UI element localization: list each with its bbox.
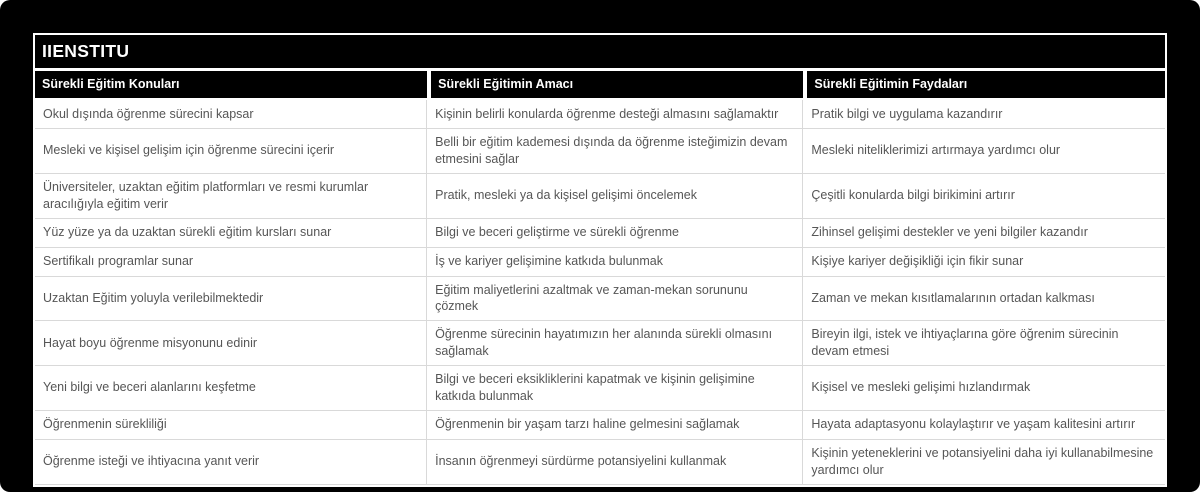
table-cell: Kişinin yeteneklerini ve potansiyelini daha iyi kullanabilmesine yardımcı olur — [811, 445, 1154, 477]
table-row — [35, 277, 1165, 322]
table-cell: Öğrenmenin bir yaşam tarzı haline gelmesini sağlamak — [427, 411, 803, 439]
column-header-purpose: Sürekli Eğitimin Amacı — [427, 71, 803, 98]
table-cell: Öğrenmenin sürekliliği — [35, 411, 427, 439]
table-cell: Kişinin belirli konularda öğrenme desteği almasını sağlamaktır — [427, 100, 803, 128]
table-row — [35, 129, 1165, 174]
table-cell: Hayat boyu öğrenme misyonunu edinir — [35, 321, 427, 365]
table-cell: Uzaktan Eğitim yoluyla verilebilmektedir — [35, 277, 427, 321]
table-cell: Kişisel ve mesleki gelişimi hızlandırmak — [811, 380, 1031, 395]
table-row — [35, 321, 1165, 366]
table-cell: Okul dışında öğrenme sürecini kapsar — [35, 100, 427, 128]
column-header-topics: Sürekli Eğitim Konuları — [35, 71, 427, 98]
table-cell: Hayata adaptasyonu kolaylaştırır ve yaşam kalitesini artırır — [811, 417, 1136, 432]
table-cell: Bireyin ilgi, istek ve ihtiyaçlarına göre öğrenim sürecinin devam etmesi — [811, 327, 1119, 359]
table-cell: Öğrenme sürecinin hayatımızın her alanında sürekli olmasını sağlamak — [427, 321, 803, 365]
table-header-row — [35, 71, 1165, 98]
table-cell: Belli bir eğitim kademesi dışında da öğrenme isteğimizin devam etmesini sağlar — [427, 129, 803, 173]
table-cell: Mesleki ve kişisel gelişim için öğrenme sürecini içerir — [35, 129, 427, 173]
table-cell: Bilgi ve beceri geliştirme ve sürekli öğrenme — [427, 219, 803, 247]
table-cell: Mesleki niteliklerimizi artırmaya yardımcı olur — [811, 143, 1061, 158]
brand-header — [35, 35, 1165, 68]
table-row — [35, 248, 1165, 277]
table-cell: İnsanın öğrenmeyi sürdürme potansiyelini kullanmak — [427, 440, 803, 484]
table-cell: Öğrenme isteği ve ihtiyacına yanıt verir — [35, 440, 427, 484]
table-cell: Çeşitli konularda bilgi birikimini artırır — [811, 188, 1015, 203]
table-row — [35, 411, 1165, 440]
table-cell: Sertifikalı programlar sunar — [35, 248, 427, 276]
table-cell: Pratik bilgi ve uygulama kazandırır — [811, 106, 1003, 121]
column-header-benefits: Sürekli Eğitimin Faydaları — [803, 71, 1165, 98]
table-row — [35, 366, 1165, 411]
table-cell: Zaman ve mekan kısıtlamalarının ortadan kalkması — [811, 290, 1095, 305]
table-row — [35, 219, 1165, 248]
table-row — [35, 100, 1165, 129]
table-cell: Bilgi ve beceri eksikliklerini kapatmak ve kişinin gelişimine katkıda bulunmak — [427, 366, 803, 410]
table-cell: Yeni bilgi ve beceri alanlarını keşfetme — [35, 366, 427, 410]
table-cell: Eğitim maliyetlerini azaltmak ve zaman-mekan sorununu çözmek — [427, 277, 803, 321]
table-row — [35, 174, 1165, 219]
brand-title: IIENSTITU — [42, 41, 130, 61]
table-body — [35, 100, 1165, 485]
table-row — [35, 440, 1165, 485]
table-cell: Zihinsel gelişimi destekler ve yeni bilgiler kazandır — [811, 225, 1088, 240]
table-cell: Üniversiteler, uzaktan eğitim platformları ve resmi kurumlar aracılığıyla eğitim verir — [35, 174, 427, 218]
table-cell: Kişiye kariyer değişikliği için fikir sunar — [811, 254, 1024, 269]
table-cell: Pratik, mesleki ya da kişisel gelişimi öncelemek — [427, 174, 803, 218]
table-panel — [33, 33, 1167, 487]
table-cell: İş ve kariyer gelişimine katkıda bulunmak — [427, 248, 803, 276]
table-cell: Yüz yüze ya da uzaktan sürekli eğitim kursları sunar — [35, 219, 427, 247]
